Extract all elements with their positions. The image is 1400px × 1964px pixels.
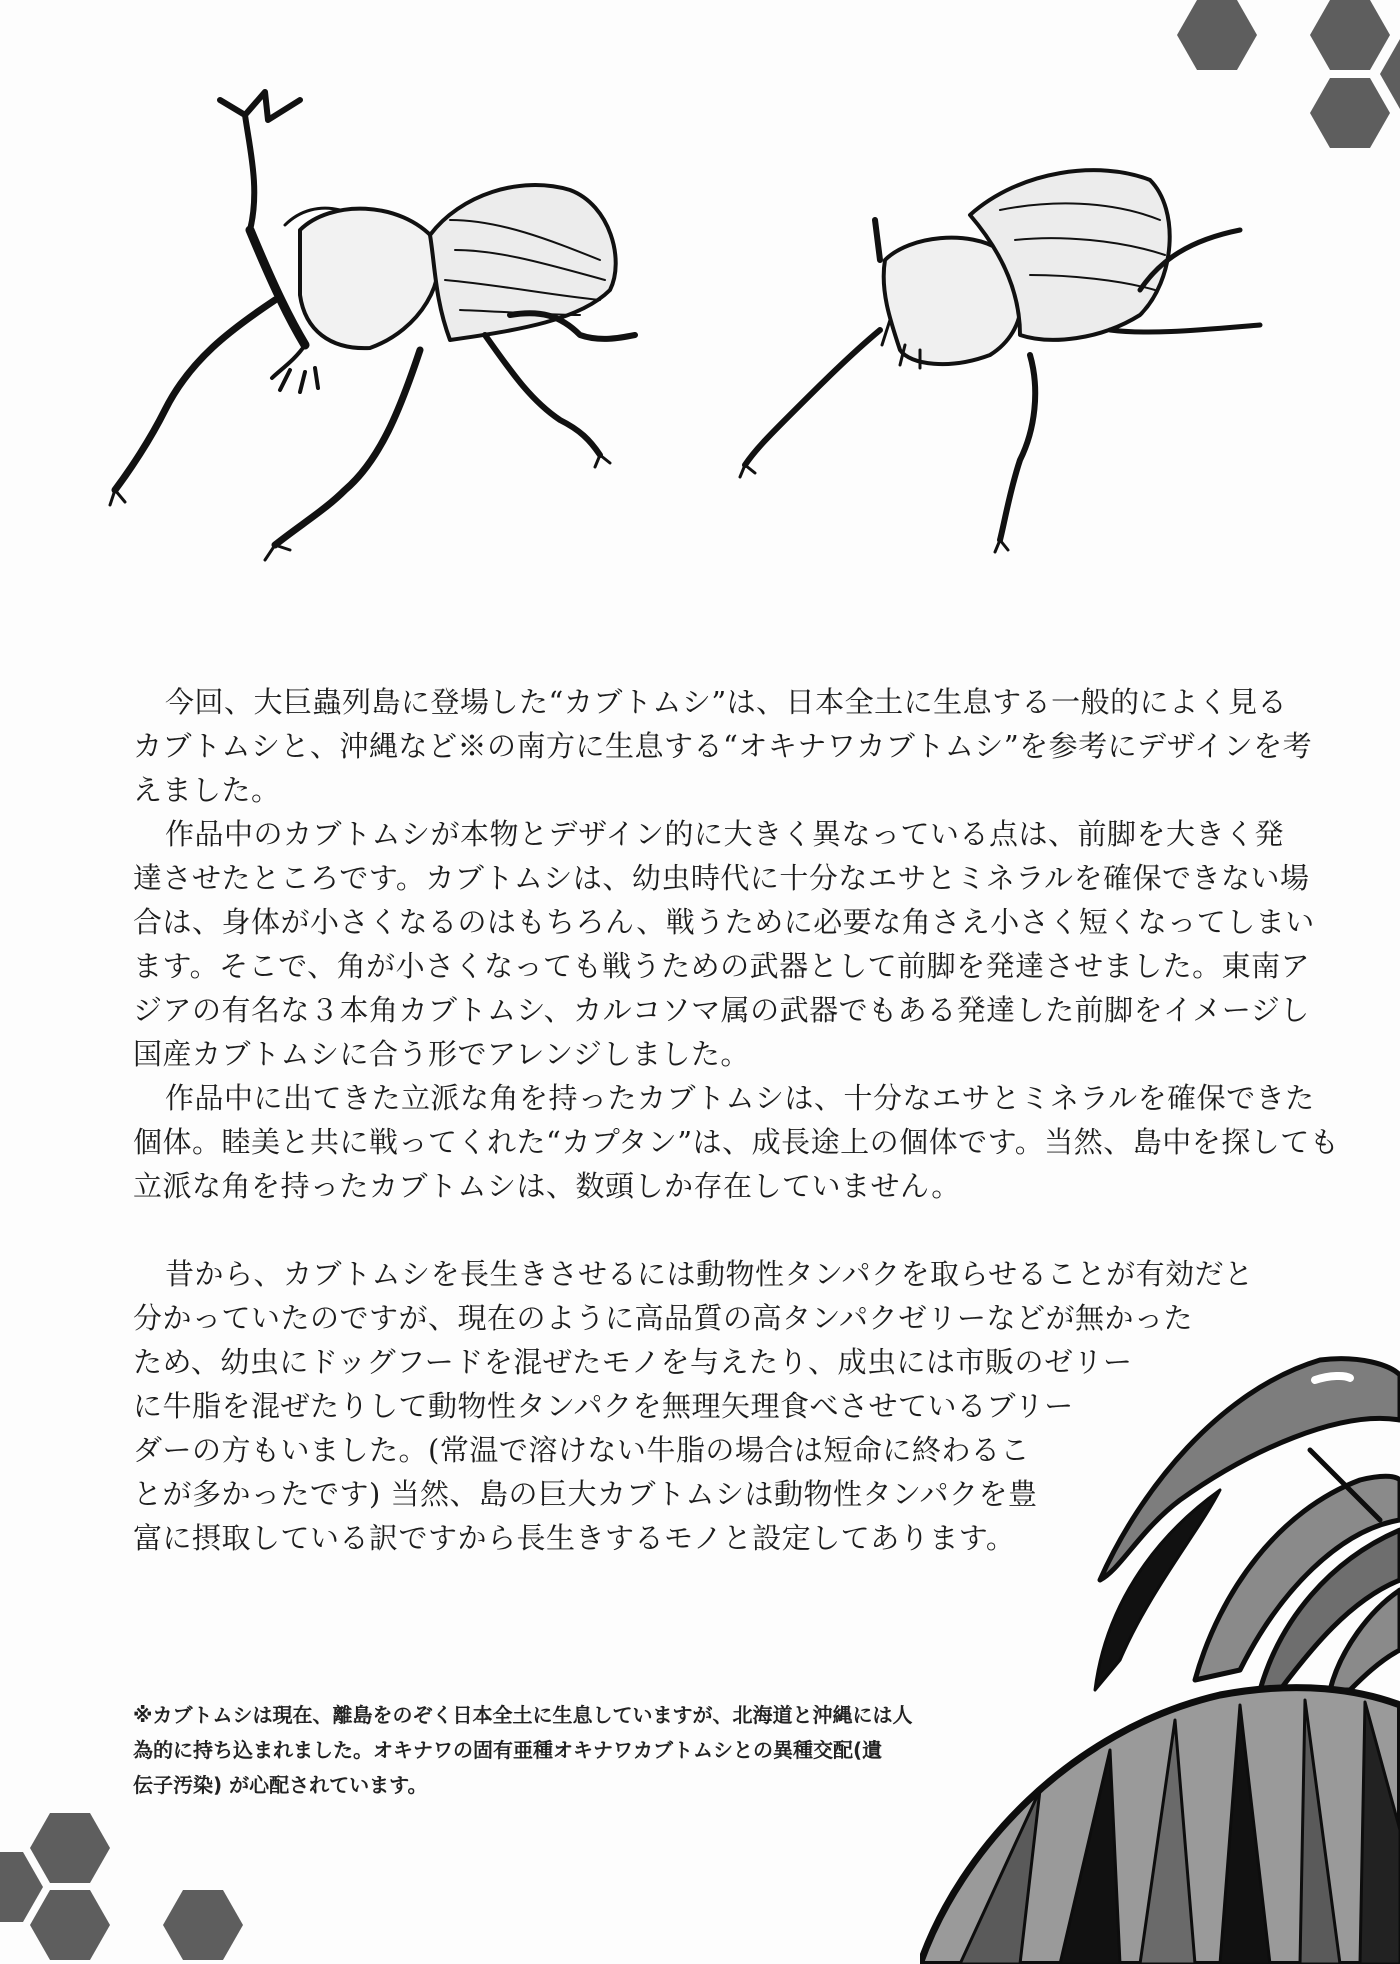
text-line: ます。そこで、角が小さくなっても戦うための武器として前脚を発達させました。東南ア (133, 949, 1311, 983)
hexagon-decoration (0, 1852, 43, 1922)
text-line: 合は、身体が小さくなるのはもちろん、戦うために必要な角さえ小さく短くなってしまい (133, 905, 1315, 939)
text-line: 達させたところです。カブトムシは、幼虫時代に十分なエサとミネラルを確保できない場 (133, 861, 1310, 895)
text-line: 立派な角を持ったカブトムシは、数頭しか存在していません。 (133, 1169, 961, 1203)
beetle-illustration-right (730, 140, 1270, 600)
text-line: カブトムシと、沖縄など※の南方に生息する“オキナワカブトムシ”を参考にデザインを考 (133, 729, 1313, 763)
paragraph-1 (133, 680, 1313, 812)
hexagon-decoration (30, 1890, 110, 1960)
text-line: 昔から、カブトムシを長生きさせるには動物性タンパクを取らせることが有効だと (165, 1257, 1254, 1291)
footnote-line: 為的に持ち込まれました。オキナワの固有亜種オキナワカブトムシとの異種交配(遺 (133, 1738, 883, 1762)
text-line: ダーの方もいました。(常温で溶けない牛脂の場合は短命に終わるこ (133, 1433, 1030, 1467)
text-line: とが多かったです) 当然、島の巨大カブトムシは動物性タンパクを豊 (133, 1477, 1038, 1511)
text-line: 作品中に出てきた立派な角を持ったカブトムシは、十分なエサとミネラルを確保できた (165, 1081, 1315, 1115)
paragraph-spacer (133, 1208, 1293, 1252)
text-line: ジアの有名な３本角カブトムシ、カルコソマ属の武器でもある発達した前脚をイメージし (133, 993, 1310, 1027)
hexagon-decoration (1310, 0, 1390, 70)
paragraph-3 (133, 1076, 1340, 1208)
text-line: えました。 (133, 773, 281, 807)
footnote-line: 伝子汚染) が心配されています。 (133, 1773, 428, 1797)
text-line: 個体。睦美と共に戦ってくれた“カプタン”は、成長途上の個体です。当然、島中を探しても (133, 1125, 1340, 1159)
hexagon-decoration (163, 1890, 243, 1960)
text-line: 作品中のカブトムシが本物とデザイン的に大きく異なっている点は、前脚を大きく発 (165, 817, 1284, 851)
text-line: ため、幼虫にドッグフードを混ぜたモノを与えたり、成虫には市販のゼリー (133, 1345, 1133, 1379)
text-line: に牛脂を混ぜたりして動物性タンパクを無理矢理食べさせているブリー (133, 1389, 1074, 1423)
text-line: 分かっていたのですが、現在のように高品質の高タンパクゼリーなどが無かった (133, 1301, 1193, 1335)
hexagon-decoration (1310, 78, 1390, 148)
footnote-line: ※カブトムシは現在、離島をのぞく日本全土に生息していますが、北海道と沖縄には人 (133, 1703, 913, 1727)
paragraph-2 (133, 812, 1315, 1076)
text-line: 今回、大巨蟲列島に登場した“カブトムシ”は、日本全土に生息する一般的によく見る (165, 685, 1288, 719)
beetle-illustration-left (100, 80, 760, 620)
plant-illustration (920, 1330, 1400, 1964)
text-line: 富に摂取している訳ですから長生きするモノと設定してあります。 (133, 1521, 1016, 1555)
hexagon-decoration (1380, 39, 1400, 109)
text-line: 国産カブトムシに合う形でアレンジしました。 (133, 1037, 750, 1071)
hexagon-decoration (30, 1813, 110, 1883)
hexagon-decoration (1177, 0, 1257, 70)
footnote (133, 1698, 1033, 1803)
